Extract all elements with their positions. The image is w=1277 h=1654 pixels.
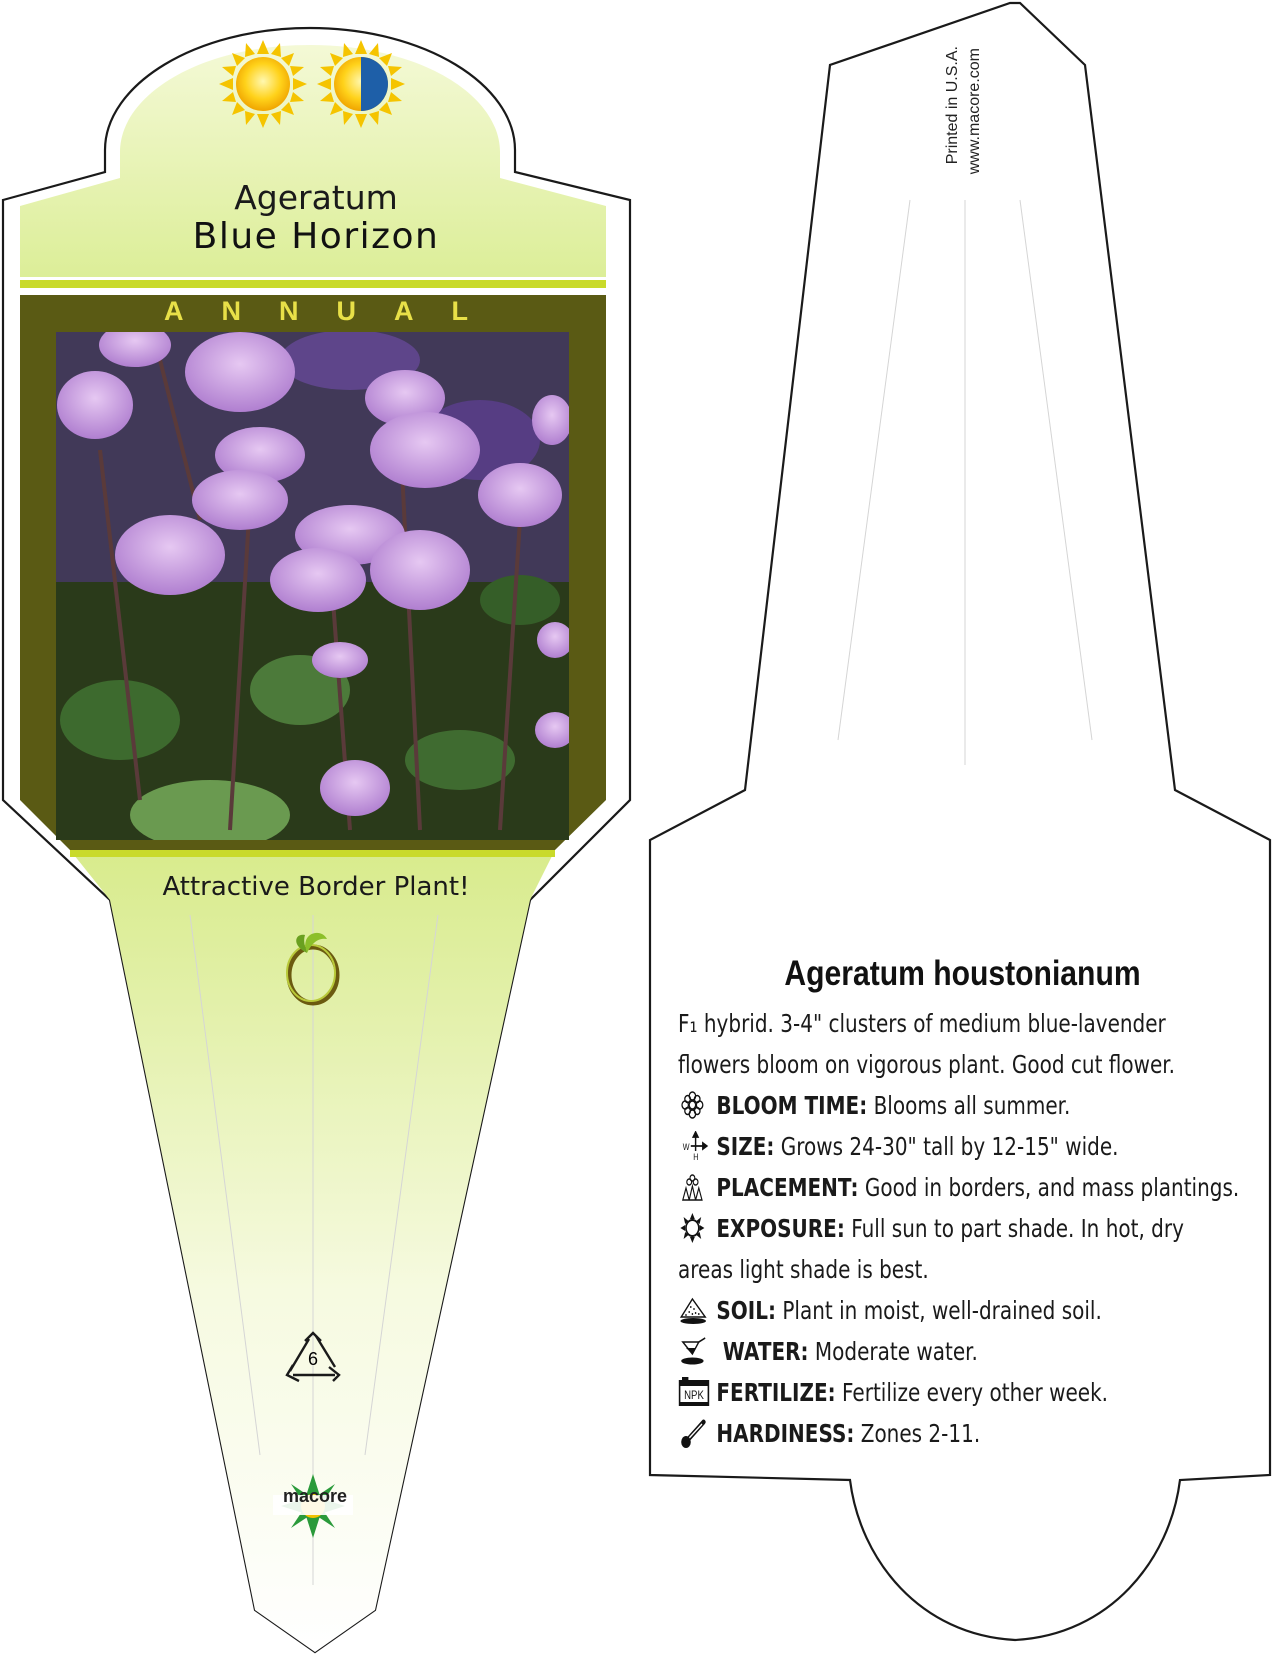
- care-exposure: EXPOSURE: Full sun to part shade. In hot, dry: [678, 1208, 1238, 1249]
- part-shade-icon: [317, 40, 405, 128]
- care-placement: PLACEMENT: Good in borders, and mass plantings.: [678, 1167, 1238, 1208]
- printed-in: Printed in U.S.A.: [944, 46, 961, 165]
- scientific-name: Ageratum houstonianum: [784, 954, 1141, 993]
- full-sun-icon: [219, 40, 307, 128]
- svg-text:NPK: NPK: [684, 1389, 704, 1403]
- description-line-1: F₁ hybrid. 3-4" clusters of medium blue-lavender: [678, 1009, 1166, 1038]
- thermometer-icon: [678, 1418, 713, 1448]
- care-exposure-continued: areas light shade is best.: [678, 1255, 929, 1284]
- care-soil: SOIL: Plant in moist, well-drained soil.: [678, 1290, 1238, 1331]
- description-line-2: flowers bloom on vigorous plant. Good cut flower.: [678, 1050, 1176, 1079]
- flower-icon: [678, 1090, 713, 1120]
- recycle-number: 6: [307, 1349, 318, 1369]
- sun-exposure-icon: [678, 1213, 713, 1243]
- brand-name: macore: [282, 1486, 348, 1506]
- care-size: W H SIZE: Grows 24-30" tall by 12-15" wide.: [678, 1126, 1238, 1167]
- lower-stripe: [70, 850, 555, 857]
- website: www.macore.com: [966, 48, 983, 175]
- svg-text:W: W: [682, 1142, 690, 1153]
- size-arrows-icon: [678, 1131, 713, 1161]
- flower-photo: [56, 323, 575, 850]
- description: [678, 1003, 1238, 1085]
- cultivar-name: Blue Horizon: [192, 216, 440, 257]
- plant-category: ANNUAL: [164, 296, 506, 326]
- care-water: WATER: Moderate water.: [678, 1331, 1238, 1372]
- watering-can-icon: [678, 1336, 713, 1366]
- npk-icon: [678, 1377, 713, 1407]
- svg-text:H: H: [693, 1152, 699, 1161]
- placement-icon: [678, 1172, 713, 1202]
- tagline: Attractive Border Plant!: [162, 872, 470, 902]
- care-bloom-time: BLOOM TIME: Blooms all summer.: [678, 1085, 1238, 1126]
- care-hardiness: HARDINESS: Zones 2-11.: [678, 1413, 1238, 1454]
- care-fertilize: NPK FERTILIZE: Fertilize every other week.: [678, 1372, 1238, 1413]
- soil-icon: [678, 1295, 713, 1325]
- banner-stripe: [20, 280, 606, 288]
- common-name: Ageratum: [234, 178, 398, 217]
